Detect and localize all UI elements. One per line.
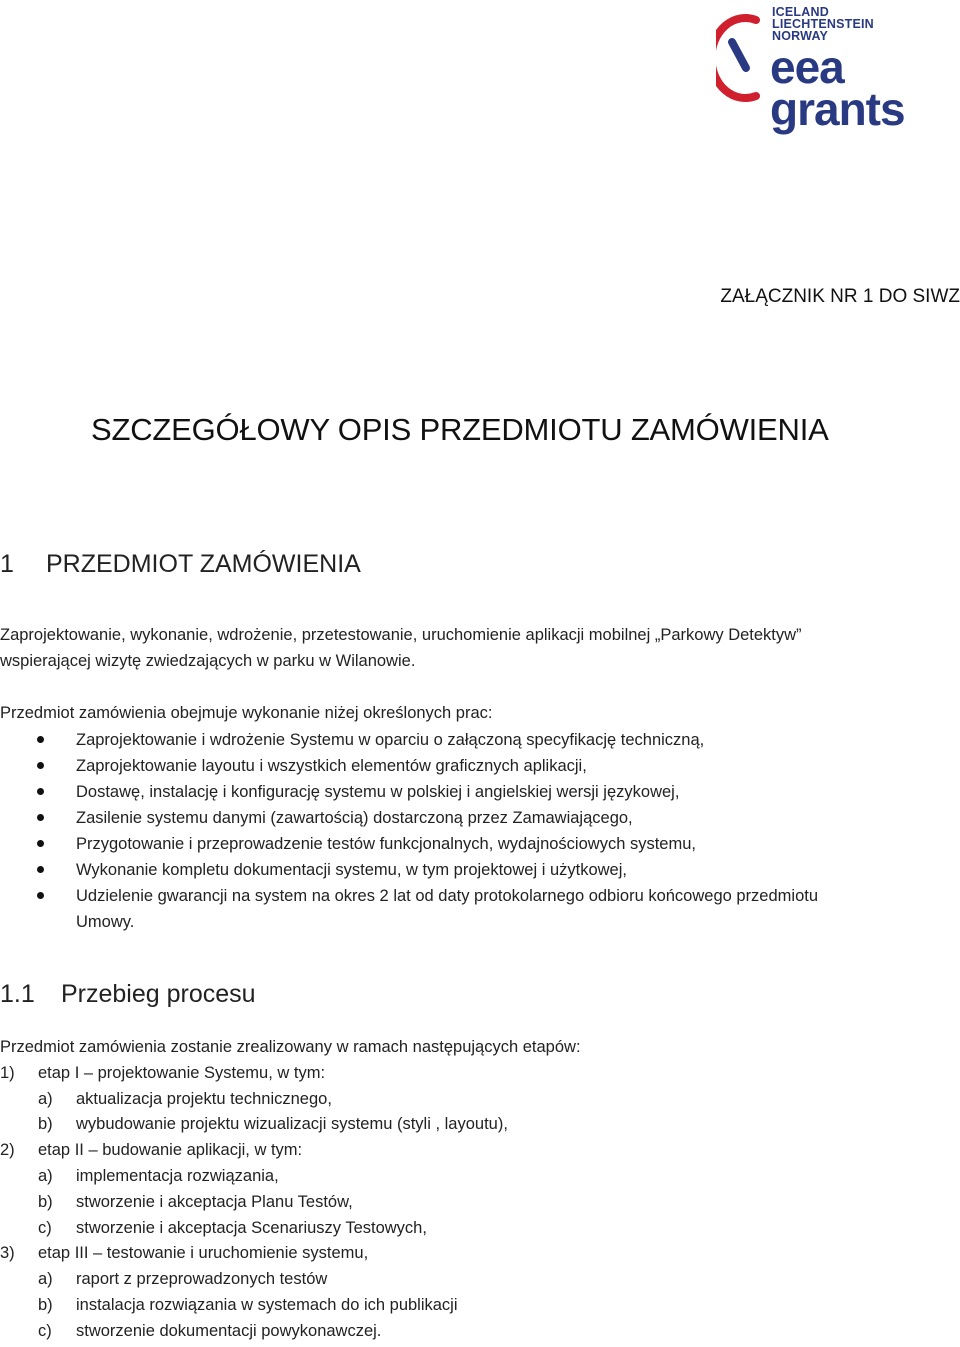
section-title: Przebieg procesu [61,980,256,1008]
intro-line: wspierającej wizytę zwiedzających w parku w Wilanowie. [0,652,416,670]
list-item: Przygotowanie i przeprowadzenie testów funkcjonalnych, wydajnościowych systemu, [0,831,818,857]
bullet-icon [37,866,44,873]
list-item: Zaprojektowanie layoutu i wszystkich elementów graficznych aplikacji, [0,753,818,779]
document-title: SZCZEGÓŁOWY OPIS PRZEDMIOTU ZAMÓWIENIA [91,412,829,447]
bullet-icon [37,814,44,821]
section-title: PRZEDMIOT ZAMÓWIENIA [46,550,361,578]
bullet-icon [37,736,44,743]
list-item: Udzielenie gwarancji na system na okres 2 lat od daty protokolarnego odbioru końcowego przedmiotu [0,883,818,909]
bullet-icon [37,762,44,769]
section-1-heading [0,550,361,579]
scope-intro: Przedmiot zamówienia obejmuje wykonanie niżej określonych prac: [0,704,493,722]
list-item-continuation: Umowy. [76,913,135,931]
scope-list [0,727,818,935]
logo-countries: ICELAND LIECHTENSTEIN NORWAY [772,5,874,43]
section-number: 1 [0,550,14,578]
section-number: 1.1 [0,980,35,1008]
intro-paragraph [0,622,802,674]
list-item: Wykonanie kompletu dokumentacji systemu, w tym projektowej i użytkowej, [0,857,818,883]
section-1-1-heading [0,980,256,1009]
list-item: Zasilenie systemu danymi (zawartością) dostarczoną przez Zamawiającego, [0,805,818,831]
annex-label: ZAŁĄCZNIK NR 1 DO SIWZ [720,286,960,307]
eea-grants-emblem-icon [716,12,768,104]
bullet-icon [37,840,44,847]
logo-word-eea: eea [770,41,844,93]
bullet-icon [37,892,44,899]
eea-grants-logo [716,6,926,146]
logo-word-grants: grants [770,83,905,135]
intro-line: Zaprojektowanie, wykonanie, wdrożenie, przetestowanie, uruchomienie aplikacji mobilnej „Parkowy Detektyw” [0,626,802,644]
list-item: Dostawę, instalację i konfigurację systemu w polskiej i angielskiej wersji językowej, [0,779,818,805]
list-item: Zaprojektowanie i wdrożenie Systemu w oparciu o załączoną specyfikację techniczną, [0,727,818,753]
bullet-icon [37,788,44,795]
